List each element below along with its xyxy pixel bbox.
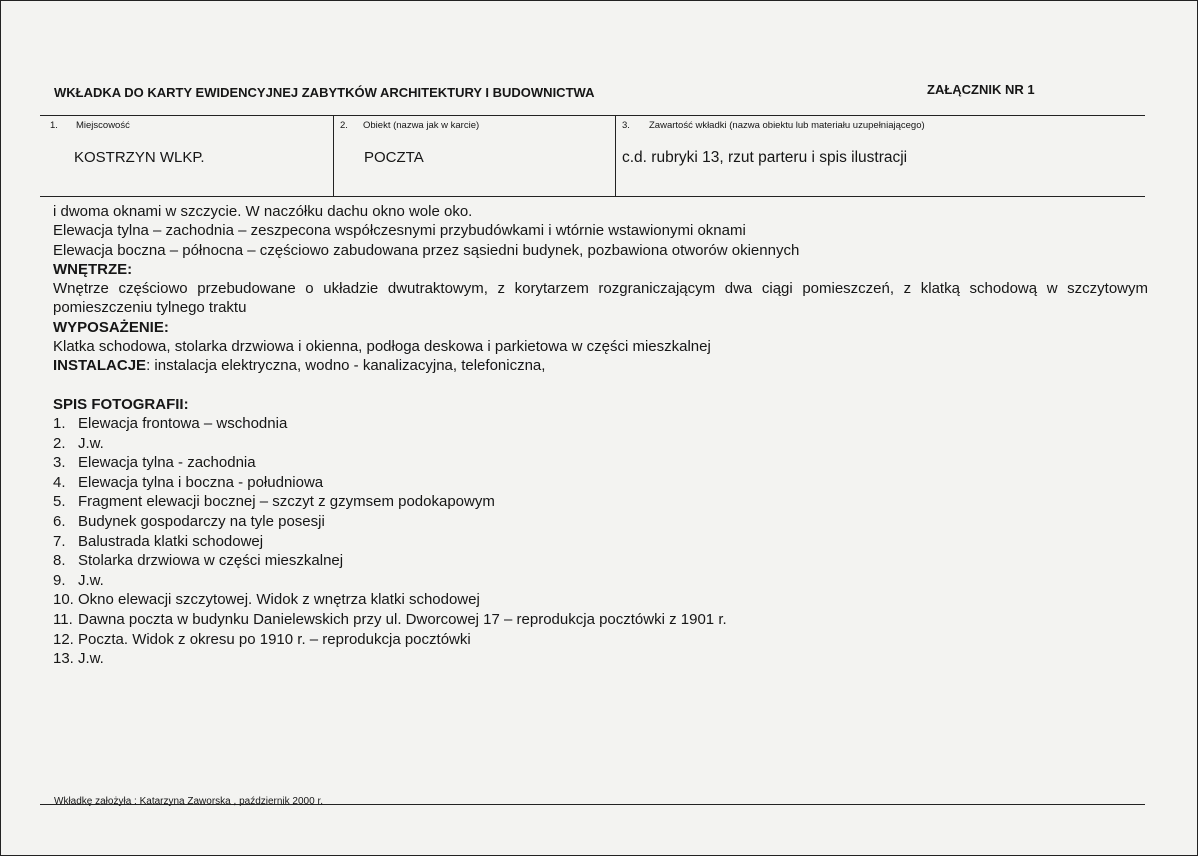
list-item <box>53 630 1148 650</box>
list-item <box>53 649 1148 669</box>
list-item <box>53 590 1148 610</box>
field-2-label: Obiekt (nazwa jak w karcie) <box>363 120 480 131</box>
list-item-number: 2. <box>53 434 66 452</box>
field-2-number: 2. <box>340 120 348 131</box>
list-item-text: Stolarka drzwiowa w części mieszkalnej <box>78 552 344 570</box>
list-item-number: 11. <box>53 610 73 628</box>
interior-text: Wnętrze częściowo przebudowane o układzie dwutraktowym, z korytarzem rozgraniczającym dwa ciągi pomieszczeń, z klatką schodową w szczytowym pomieszczeniu tylnego traktu <box>53 280 1148 317</box>
footer-author: Wkładkę założyła : Katarzyna Zaworska , październik 2000 r. <box>54 796 324 807</box>
list-item-text: Dawna poczta w budynku Danielewskich przy ul. Dworcowej 17 – reprodukcja pocztówki z 1901 r. <box>78 610 727 628</box>
body-line-1: i dwoma oknami w szczycie. W naczółku dachu okno wole oko. <box>53 203 473 220</box>
list-item-text: Poczta. Widok z okresu po 1910 r. – reprodukcja pocztówki <box>78 630 471 648</box>
annex-label: ZAŁĄCZNIK NR 1 <box>927 82 1035 97</box>
list-item-number: 12. <box>53 630 74 648</box>
list-item <box>53 610 1148 630</box>
installations-heading: INSTALACJE <box>53 357 147 375</box>
list-item <box>53 571 1148 591</box>
list-item-number: 10. <box>53 591 74 609</box>
list-item-text: Elewacja tylna - zachodnia <box>78 454 256 472</box>
list-item-number: 3. <box>53 454 66 472</box>
column-divider-2 <box>615 115 616 197</box>
list-item <box>53 512 1148 532</box>
list-item-number: 5. <box>53 493 66 511</box>
column-divider-1 <box>333 115 334 197</box>
list-item-number: 13. <box>53 650 74 668</box>
list-item-text: Elewacja tylna i boczna - południowa <box>78 473 324 491</box>
list-item-number: 6. <box>53 512 66 530</box>
list-item-number: 9. <box>53 571 66 589</box>
table-bottom-rule <box>40 196 1145 197</box>
list-item <box>53 532 1148 552</box>
list-item <box>53 414 1148 434</box>
list-item <box>53 453 1148 473</box>
list-item <box>53 492 1148 512</box>
list-item-number: 7. <box>53 532 66 550</box>
equipment-heading: WYPOSAŻENIE: <box>53 318 169 336</box>
field-3-label: Zawartość wkładki (nazwa obiektu lub materiału uzupełniającego) <box>649 120 925 131</box>
list-item <box>53 434 1148 454</box>
list-item-text: J.w. <box>78 434 104 452</box>
installations-text: : instalacja elektryczna, wodno - kanalizacyjna, telefoniczna, <box>146 357 546 375</box>
equipment-text: Klatka schodowa, stolarka drzwiowa i okienna, podłoga deskowa i parkietowa w części mieszkalnej <box>53 338 711 356</box>
list-item-text: Fragment elewacji bocznej – szczyt z gzymsem podokapowym <box>78 493 495 511</box>
list-item <box>53 551 1148 571</box>
body-line-3: Elewacja boczna – północna – częściowo zabudowana przez sąsiedni budynek, pozbawiona otworów okiennych <box>53 241 800 259</box>
list-item-text: Okno elewacji szczytowej. Widok z wnętrza klatki schodowej <box>78 591 480 609</box>
body-line-2: Elewacja tylna – zachodnia – zeszpecona współczesnymi przybudówkami i wtórnie wstawionymi oknami <box>53 222 746 240</box>
form-title: WKŁADKA DO KARTY EWIDENCYJNEJ ZABYTKÓW ARCHITEKTURY I BUDOWNICTWA <box>54 85 595 100</box>
list-item-text: Balustrada klatki schodowej <box>78 532 264 550</box>
list-item-text: Elewacja frontowa – wschodnia <box>78 414 288 432</box>
list-item-text: J.w. <box>78 650 104 668</box>
field-2-value: POCZTA <box>364 149 424 166</box>
interior-heading: WNĘTRZE: <box>53 260 133 278</box>
document-body <box>53 202 1148 669</box>
field-1-label: Miejscowość <box>76 120 130 131</box>
field-1-number: 1. <box>50 120 58 131</box>
field-1-value: KOSTRZYN WLKP. <box>74 149 205 166</box>
list-item <box>53 473 1148 493</box>
photo-list <box>53 414 1148 669</box>
installations-line <box>53 356 1148 375</box>
table-top-rule <box>40 115 1145 116</box>
list-item-number: 1. <box>53 414 66 432</box>
photos-heading: SPIS FOTOGRAFII: <box>53 395 189 413</box>
field-3-number: 3. <box>622 120 630 131</box>
list-item-text: Budynek gospodarczy na tyle posesji <box>78 512 325 530</box>
field-3-value: c.d. rubryki 13, rzut parteru i spis ilustracji <box>622 149 908 166</box>
list-item-number: 4. <box>53 473 66 491</box>
list-item-text: J.w. <box>78 571 104 589</box>
list-item-number: 8. <box>53 552 66 570</box>
